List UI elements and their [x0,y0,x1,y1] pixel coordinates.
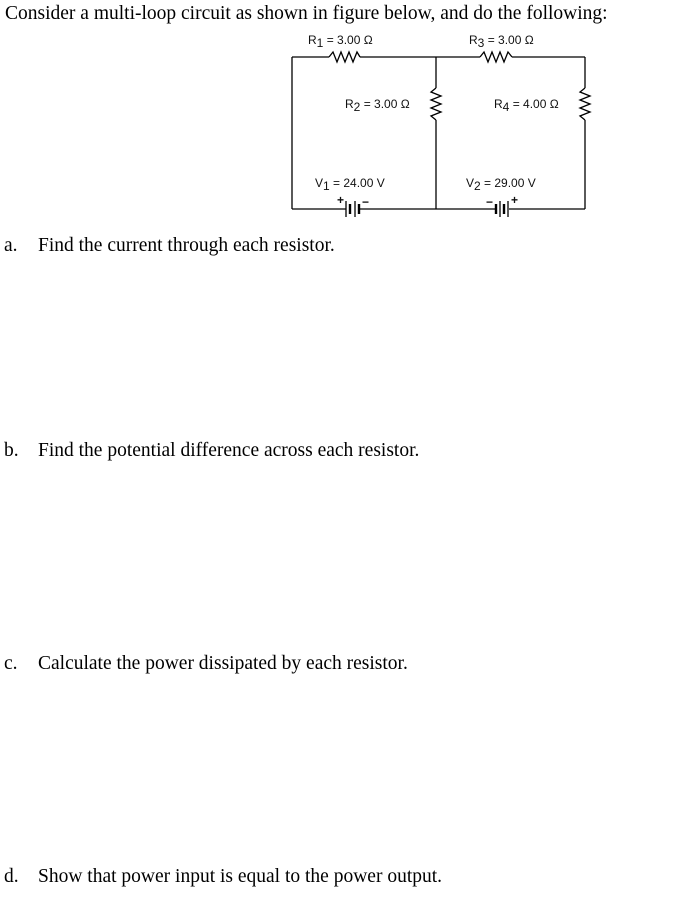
resistor-r4-symbol [580,88,590,120]
question-text: Find the current through each resistor. [38,235,335,256]
resistor-r3-symbol [480,52,512,62]
label-r3: R3 = 3.00 Ω [469,33,534,50]
question-text: Find the potential difference across each resistor. [38,440,420,461]
label-r2: R2 = 3.00 Ω [345,97,410,114]
label-r1: R1 = 3.00 Ω [308,33,373,50]
question-a [4,235,335,257]
circuit-diagram [0,0,699,230]
v2-positive-sign: + [511,193,519,207]
question-c [4,653,408,675]
question-letter: c. [4,653,18,674]
v1-positive-sign: + [337,193,345,207]
resistor-r2-symbol [431,88,441,120]
label-v1: V1 = 24.00 V [315,176,385,193]
resistor-r1-symbol [329,52,360,62]
battery-v1-symbol [346,201,359,217]
question-text: Show that power input is equal to the power output. [38,866,443,887]
label-v2: V2 = 29.00 V [466,176,536,193]
problem-intro: Consider a multi-loop circuit as shown in figure below, and do the following: [5,3,608,24]
label-r4: R4 = 4.00 Ω [494,97,559,114]
v2-negative-sign: − [486,195,494,209]
v1-negative-sign: − [362,195,370,209]
battery-v2-symbol [496,201,508,217]
question-d [4,866,442,888]
question-b [4,440,419,462]
question-letter: a. [4,235,18,256]
question-letter: d. [4,866,19,887]
question-text: Calculate the power dissipated by each resistor. [38,653,408,674]
question-letter: b. [4,440,19,461]
